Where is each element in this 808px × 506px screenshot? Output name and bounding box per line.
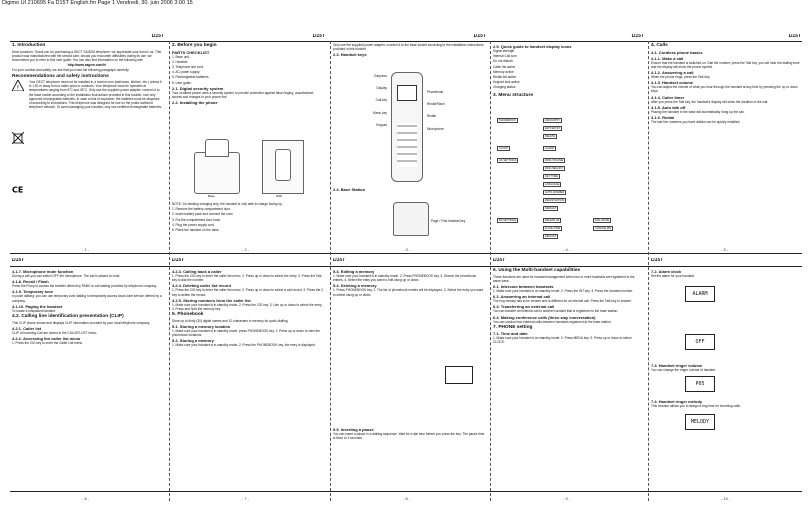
menu-delete: DELETE <box>545 135 556 138</box>
menu-ring-volume: RING VOLUME <box>545 159 564 162</box>
alarm-clock-heading: 7.2. Alarm clock <box>651 269 682 274</box>
multi-handset-heading: 6. Using the Multi-handset capabilities <box>493 268 581 273</box>
alarm-display: ALARM <box>685 286 715 302</box>
auto-talk-off-text: Placing the handset in the base will automatically hang up the call. <box>651 109 745 114</box>
page-3 <box>333 34 488 252</box>
wall-illustration <box>262 140 304 194</box>
menu-delete-hs: DELETE HS <box>545 219 560 222</box>
insert-pause-text: You can insert a pause in a dialling sequence. Wait for a dial tone before you press the key. The pause time is fixed to 3 seconds. <box>333 432 485 441</box>
time-date-text: 1. Make sure your handset is on standby mode. 2. Press MENU key. 3. Press up or down to select CLOCK. <box>493 336 632 345</box>
intercom-text: 1. Make sure your handset is on standby mode. 2. Press the INT key. 3. Press the handset number. <box>493 288 634 293</box>
fold-line-2 <box>330 41 331 501</box>
alarm-off-display: OFF <box>685 334 715 350</box>
volume-display: P05 <box>685 376 715 392</box>
parts-checklist-heading: PARTS CHECKLIST <box>172 49 210 55</box>
answer-call-heading: 4.1.2. Answering a call <box>651 69 694 75</box>
key-keypad: Keypad <box>376 122 387 127</box>
caller-timer-heading: 4.1.4. Caller timer <box>651 94 685 100</box>
menu-alarm: ALARM <box>545 147 554 150</box>
install-step-5: 5. Place the handset on the base. <box>172 228 220 233</box>
page-title: D15T <box>312 34 325 39</box>
menu-ring-melody: RING MELODY <box>545 167 564 170</box>
mute-heading: 4.1.7. Microphone mute function <box>12 269 74 274</box>
menu-key-tone: KEY TONE <box>545 175 558 178</box>
print-header: Digimo UI 210695 Fa D15T English.fm Page 1 Vendredi, 30. juin 2006 3:00 15 <box>2 0 193 6</box>
quick-guide-heading: 2.5. Quick guide to handset display icons <box>493 44 572 49</box>
redial-heading: 4.1.6. Redial <box>651 114 675 120</box>
page-number: - 9 - <box>563 495 571 501</box>
ringer-melody-text: This function allows you to assign a ring tone for incoming calls. <box>651 404 741 408</box>
time-date-heading: 7.1. Time and date <box>493 331 528 337</box>
handset-illustration <box>391 72 423 182</box>
page-number: - 2 - <box>242 246 250 252</box>
page-number: - 8 - <box>403 495 411 501</box>
key-recall: Recall/Flash <box>427 102 445 107</box>
basics-heading: 4.1. Cordless phone basics <box>651 49 703 55</box>
redial-text: The last five numbers you have dialled can be quickly redialled. <box>651 119 741 124</box>
handset-keys-heading: 2.3. Handset keys <box>333 52 367 58</box>
handset-display-sample <box>445 366 473 384</box>
store-numbers-text: 1. Make sure your handset is in standby mode. 2. Press the CID key. 3. Use up or down to select the entry. 4. Press and hold the memory key. <box>172 302 323 312</box>
fold-line-3 <box>490 41 491 501</box>
page-10 <box>651 258 803 501</box>
page-number: - 1 - <box>82 246 90 252</box>
icon-charging: Charging status <box>493 85 516 90</box>
menu-change-pin: CHANGE PIN <box>595 227 612 230</box>
menu-bs-default: DEFAULT <box>545 235 557 238</box>
store-memory-heading: 5.2. Storing a memory <box>172 338 214 344</box>
warning-icon <box>12 80 24 91</box>
menu-bs-settings: BS SETTINGS <box>499 219 517 222</box>
parts-3: 3. Telephone line cord. <box>172 64 205 69</box>
calls-heading: 4. Calls <box>651 43 668 48</box>
icon-signal: Signal strength <box>493 49 515 53</box>
clip-text: This CLIP phone shows and displays CLIP information provided by your local telephone company. <box>12 320 151 325</box>
page-5 <box>651 34 803 252</box>
page-8 <box>333 258 488 501</box>
phonebook-text: Store up to thirty (30) digital names and 10 characters in memory for quick dialling. <box>172 318 289 323</box>
store-location-text: 1. Make sure your handset is in standby mode, press PHONEBOOK key. 2. Press up or down to view the phonebook locations. <box>172 328 321 338</box>
recall-text: Press the R key to access the transfer offered by PABX or call waiting provided by telephone company. <box>12 284 157 289</box>
store-location-heading: 5.1. Storing a memory location <box>172 323 231 329</box>
safety-text: Your DECT telephone must not be installed in a humid room (bathroom, kitchen, etc.) unless it is 1.50 m away from a water point or outdoors. Your telephone must be operated at temperatures ranging from 5°C and 45°C. Only use the supplied power adapter, connect it to the base socket according to the installation instructions provided in this booklet. Use only approved rechargeable batteries. In case of risk of explosion, the batteries must be disposed of according to instructions. This telephone was designed for use on the public switched telephone network. To avoid damaging your handset, only use certified rechargeable batteries. <box>29 80 163 110</box>
call-back-heading: 4.2.3. Calling back a caller <box>172 269 222 274</box>
edit-memory-text: 1. Make sure your handset is in standby mode. 2. Press PHONEBOOK key. 3. Search the phonebook entries. 4. Select the entry you want to edit using up or down. <box>333 274 477 283</box>
install-step-1: 1. Remove the battery compartment door. <box>172 207 231 212</box>
phonebook-heading: 5. Phonebook <box>172 312 204 318</box>
answer-call-text: When the phone rings, press the Talk key. <box>651 74 711 79</box>
icon-memory: Memory active <box>493 69 514 74</box>
insert-pause-heading: 5.5. Inserting a pause <box>333 427 374 432</box>
icon-redial: Redial list active <box>493 75 517 80</box>
handset-volume-text: You can adjust the volume of what you hear through the handset at any time by pressing the up or down keys. <box>651 85 798 94</box>
transfer-heading: 6.3. Transferring an external call <box>493 304 555 310</box>
menu-add-entry: ADD ENTRY <box>545 119 560 122</box>
phone-setting-heading: 7. PHONE setting <box>493 324 533 330</box>
parts-2: 2. Handset. <box>172 59 189 64</box>
page-title: D15T <box>12 258 25 263</box>
auto-talk-off-heading: 4.1.5. Auto talk off <box>651 104 686 110</box>
page-key-label: Page / Find handset key <box>431 219 466 223</box>
svg-text:CE: CE <box>12 185 24 194</box>
menu-hs-settings: HS SETTINGS <box>499 159 517 162</box>
page-number: - 4 - <box>563 246 571 252</box>
edit-memory-heading: 5.3. Editing a memory <box>333 269 375 274</box>
page-6 <box>12 258 166 501</box>
mute-text: During a call you can switch OFF the microphone. The call is placed on hold. <box>12 274 121 278</box>
page-number: - 10 - <box>721 495 731 501</box>
key-phonebook: Phonebook <box>427 90 444 94</box>
access-caller-list-heading: 4.2.2. Accessing the caller list menu <box>12 335 81 341</box>
menu-clock: CLOCK <box>499 147 508 150</box>
parts-4: 4. AC power supply. <box>172 70 201 75</box>
paging-heading: 4.1.10. Paging the handset <box>12 303 63 309</box>
website-url: http://www.sagem.com/fr/ <box>67 63 107 68</box>
adapter-note: Only use the supplied power adapter, connect it to the base socket according to the installation instructions provided in this booklet. <box>333 43 484 52</box>
page-1 <box>12 34 166 252</box>
install-step-3: 3. Put the compartment door back. <box>172 217 221 222</box>
install-heading: 2.2. Installing the phone <box>172 100 218 106</box>
handset-screen <box>397 85 417 101</box>
key-menu: Menu key <box>373 110 387 115</box>
page-4 <box>493 34 646 252</box>
temporary-tone-text: In pulse dialling, you can use temporary tone dialling to temporarily access touch-tone service offered by a company. <box>12 294 162 303</box>
delete-memory-heading: 5.4. Deleting a memory <box>333 283 377 289</box>
clip-heading: 4.2. Calling line identification presentation (CLIP) <box>12 314 124 320</box>
recycle-bin-icon <box>12 132 24 144</box>
call-back-text: 1. Press the CID key to enter the caller list menu. 2. Press up or down to select the entry. 3. Press the Talk key to dial the number. <box>172 274 322 283</box>
ringer-volume-heading: 7.3. Handset ringer volume <box>651 363 703 368</box>
parts-5: 5. Rechargeable batteries. <box>172 75 210 80</box>
make-call-text: Ensure that the handset is switched on. Dial the number, press the Talk key, you will hear the dialling tone and the display will show the phone symbol. <box>651 60 800 69</box>
alarm-clock-text: Set the alarm for your handset. <box>651 274 695 278</box>
menu-structure-heading: 3. Menu structure <box>493 92 533 98</box>
base-label: Base <box>208 194 215 198</box>
page-title: D15T <box>172 258 185 263</box>
menu-auto-answer: AUTO ANSWER <box>545 191 565 194</box>
page-title: D15T <box>788 34 801 39</box>
conference-heading: 6.4. Making conference calls (three-way conversation) <box>493 314 596 320</box>
caller-list-heading: 4.2.1. Caller list <box>12 325 42 331</box>
caller-timer-text: After you press the Talk key, the handset's display will show the duration of the call. <box>651 99 769 104</box>
fold-line-1 <box>169 41 170 501</box>
menu-dial-mode: DIAL MODE <box>595 219 610 222</box>
base-station-heading: 2.4. Base Station <box>333 187 366 192</box>
page-7 <box>172 258 327 501</box>
icon-caller: Caller list active <box>493 64 516 69</box>
page-title: D15T <box>333 258 346 263</box>
base-station-illustration <box>393 202 429 236</box>
answer-internal-text: The ring melody has to be chosen and is different for an internal call. Press the Talk key to answer. <box>493 299 632 304</box>
store-memory-text: 1. Make sure your handset is in standby mode. 2. Press the PHONEBOOK key, the entry is displayed. <box>172 343 316 348</box>
transfer-text: You can transfer an external call to another handset that is registered to the base station. <box>493 309 619 314</box>
multi-handset-text: These functions are used for handset management when two or more handsets are registered to the same base. <box>493 274 635 283</box>
ringer-melody-heading: 7.4. Handset ringer melody <box>651 399 703 404</box>
key-call: Call key <box>375 98 387 103</box>
page-title: D15T <box>493 258 506 263</box>
recall-heading: 4.1.8. Recall / Flash <box>12 279 49 285</box>
install-step-4: 4. Plug the power supply cord. <box>172 222 215 227</box>
handset-volume-heading: 4.1.3. Handset volume <box>651 80 694 86</box>
key-microphone: Microphone <box>427 126 444 131</box>
page-number: - 3 - <box>403 246 411 252</box>
svg-text:!: ! <box>16 84 20 92</box>
page-number: - 6 - <box>82 495 90 501</box>
base-illustration <box>194 152 240 194</box>
icon-dnd: Do not disturb <box>493 59 513 64</box>
parts-6: 6. User guide. <box>172 80 192 85</box>
delete-memory-text: 1. Press PHONEBOOK key. 2. The list of phonebook entries will be displayed. 3. Select the entry you want to delete using up or down. <box>333 288 484 297</box>
safety-heading: Recommendations and safety instructions <box>12 73 109 79</box>
parts-1: 1. Base unit. <box>172 54 190 59</box>
paging-text: To locate a misplaced handset. <box>12 308 56 313</box>
delete-record-heading: 4.2.4. Deleting caller list record <box>172 283 231 289</box>
page-title: D15T <box>473 34 486 39</box>
intercom-heading: 6.1. Intercom between handsets <box>493 283 554 289</box>
intro-text: Dear customer, Thank you for purchasing a DECT SAGEM telephone; we appreciate your trust in us. This product was manufactured with the utmost care; should you encounter difficulties during its use, we recommend you to refer to this user guide. You can also find information on the following site: <box>12 49 161 62</box>
key-display: Display <box>376 86 387 91</box>
melody-display: MELODY <box>685 414 715 430</box>
handset-keypad <box>397 123 417 167</box>
before-begin-heading: 2. Before you begin <box>172 43 217 48</box>
page-title: D15T <box>151 34 164 39</box>
make-call-heading: 4.1.1. Make a call <box>651 55 684 61</box>
wall-label: Wall <box>276 194 282 198</box>
icon-internal: Internal Call icon <box>493 54 517 59</box>
access-caller-list-text: 1. Press the CID key to enter the Caller List menu. <box>12 340 84 345</box>
middle-rule <box>10 253 802 254</box>
conference-text: You can conduct two external calls between handsets registered at the base station. <box>493 319 612 324</box>
intro-heading: 1. Introduction <box>12 43 46 48</box>
menu-edit-entry: EDIT ENTRY <box>545 127 561 130</box>
reading-note: For your comfort and safety, we ask that you read the following paragraph carefully. <box>12 68 130 73</box>
page-9 <box>493 258 646 501</box>
answer-internal-heading: 6.2. Answering an internal call <box>493 294 551 300</box>
ringer-volume-text: You can change the ringer volume of handset. <box>651 368 716 372</box>
menu-phonebook: PHONEBOOK <box>499 119 516 122</box>
page-2 <box>172 34 327 252</box>
fold-line-4 <box>648 41 649 501</box>
temporary-tone-heading: 4.1.9. Temporary tone <box>12 289 54 295</box>
security-text: Your cordless phone uses a security system to provide protection against false ringing, unauthorised access and charges to your phone line. <box>172 90 314 99</box>
key-earpiece: Earpiece <box>374 74 387 78</box>
page-number: - 7 - <box>242 495 250 501</box>
caller-list-text: CLIP of incoming Call are stored in the CALLER LIST menu. <box>12 330 98 335</box>
key-redial: Redial <box>427 114 437 119</box>
page-title: D15T <box>631 34 644 39</box>
delete-record-text: 1. Press the CID key to enter the caller list menu. 2. Press up or down to select a call record. 3. Press the C key to delete the record. <box>172 288 324 297</box>
ce-mark-icon <box>12 185 25 193</box>
menu-registration: REGISTRATION <box>545 199 565 202</box>
install-note: NOTE: Do desktop charging only; the handset is only able to charge facing up. <box>172 202 283 206</box>
menu-language: LANGUAGE <box>545 183 560 186</box>
page-title: D15T <box>651 258 664 263</box>
page-number: - 5 - <box>721 246 729 252</box>
security-heading: 2.1. Digital security system <box>172 85 224 91</box>
menu-hs-default: DEFAULT <box>545 207 557 210</box>
store-numbers-heading: 4.2.5. Storing numbers from the caller list <box>172 297 251 303</box>
icon-keylock: Keypad lock active <box>493 80 520 85</box>
menu-flash-time: FLASH TIME <box>545 227 561 230</box>
install-step-2: 2. Insert battery pack and connect the cord. <box>172 212 234 217</box>
